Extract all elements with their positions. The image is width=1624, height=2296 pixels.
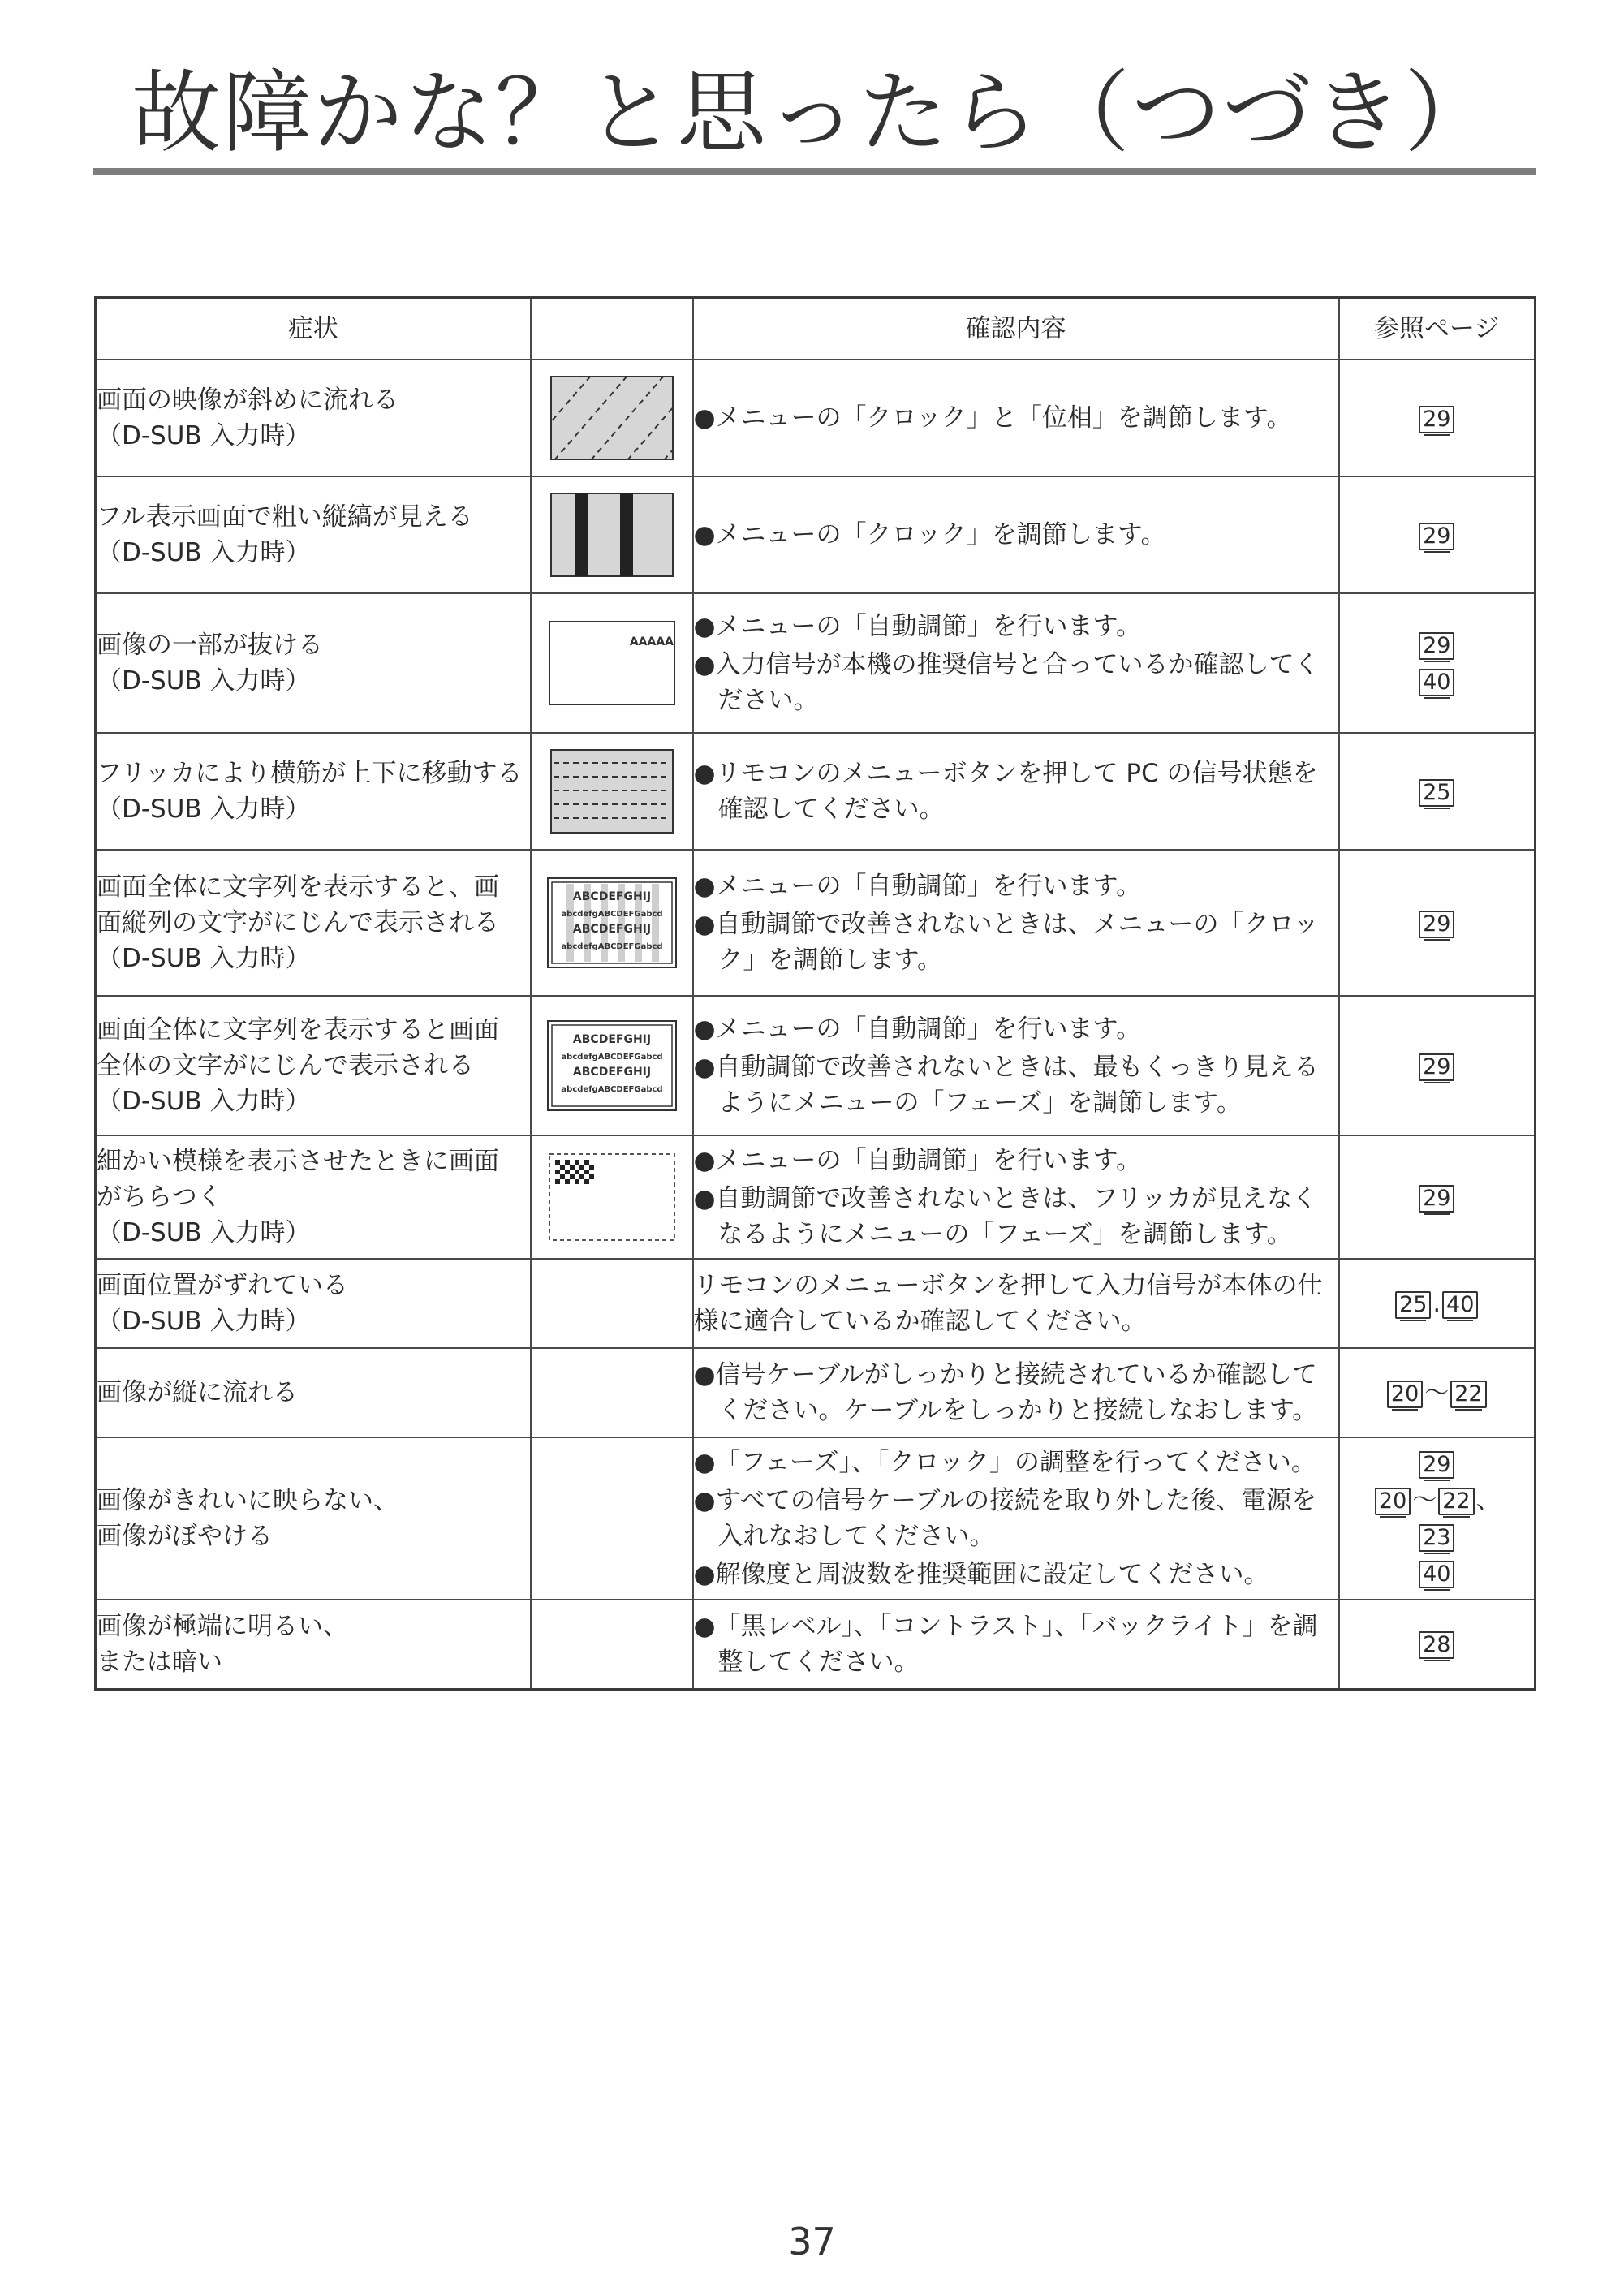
- sample-text-line: abcdefgABCDEFGabcd: [560, 910, 663, 919]
- table-row: [96, 733, 1536, 850]
- checker-cell: [570, 1174, 575, 1179]
- page-reference-icon: 29: [1419, 523, 1454, 550]
- reference-line: [1340, 627, 1535, 663]
- check-item: ●メニューの「自動調節」を行います。: [693, 611, 1142, 641]
- reference-cell: [1339, 1600, 1536, 1689]
- checker-cell: [575, 1179, 579, 1184]
- header-illustration: [531, 298, 693, 360]
- reference-cell: [1339, 476, 1536, 593]
- stripe: [575, 493, 588, 576]
- table-row: [96, 360, 1536, 476]
- symptom-text: 画面の映像が斜めに流れる: [97, 386, 398, 415]
- reference-separator: 、: [1475, 1486, 1501, 1514]
- sample-text-line: abcdefgABCDEFGabcd: [560, 1053, 663, 1062]
- page-reference-icon: 28: [1419, 1631, 1454, 1659]
- check-cell: [693, 850, 1339, 996]
- reference-line: [1340, 1518, 1535, 1555]
- table-row: [96, 1259, 1536, 1348]
- checker-cell: [589, 1165, 594, 1170]
- symptom-cell: [96, 1259, 531, 1348]
- check-cell: [693, 996, 1339, 1135]
- symptom-text: 面縦列の文字がにじんで表示される: [97, 908, 499, 937]
- check-cell: [693, 1437, 1339, 1600]
- check-item: ●解像度と周波数を推奨範囲に設定してください。: [693, 1560, 1269, 1589]
- cutoff-image-illustration: [549, 621, 675, 705]
- symptom-text: または暗い: [97, 1647, 222, 1677]
- checker-cell: [579, 1165, 584, 1170]
- symptom-text: 画像の一部が抜ける: [97, 631, 323, 660]
- check-cell: [693, 593, 1339, 733]
- table-row: [96, 850, 1536, 996]
- sample-text-line: ABCDEFGHIJ: [572, 1033, 651, 1046]
- table-row: [96, 1135, 1536, 1259]
- symptom-text: （D-SUB 入力時）: [97, 538, 311, 567]
- reference-cell: [1339, 1259, 1536, 1348]
- check-cell: [693, 733, 1339, 850]
- check-item: ●自動調節で改善されないときは、フリッカが見えなくなるようにメニューの「フェーズ」を調節します。: [693, 1183, 1318, 1249]
- table-header-row: [96, 298, 1536, 360]
- illustration-cell: [531, 476, 693, 593]
- reference-cell: [1339, 360, 1536, 476]
- check-item: ●自動調節で改善されないときは、最もくっきり見えるようにメニューの「フェーズ」を調節します。: [693, 1052, 1319, 1118]
- symptom-text: 画面全体に文字列を表示すると、画: [97, 872, 499, 902]
- reference-line: [1340, 1626, 1535, 1662]
- table-row: [96, 1437, 1536, 1600]
- horizontal-lines-illustration: [550, 749, 674, 834]
- page-reference-icon: 40: [1442, 1291, 1478, 1319]
- reference-line: [1340, 1482, 1535, 1518]
- symptom-cell: [96, 593, 531, 733]
- reference-line: [1340, 1048, 1535, 1084]
- symptom-text: （D-SUB 入力時）: [97, 666, 311, 696]
- check-item: ●「黒レベル」、「コントラスト」、「バックライト」を調整してください。: [693, 1611, 1318, 1677]
- page-reference-icon: 22: [1438, 1488, 1474, 1515]
- checker-cell: [560, 1165, 565, 1170]
- reference-separator: .: [1432, 1289, 1441, 1318]
- check-item: ●メニューの「クロック」と「位相」を調節します。: [693, 403, 1292, 433]
- reference-line: [1340, 1179, 1535, 1216]
- symptom-text: 全体の文字がにじんで表示される: [97, 1051, 474, 1080]
- checker-cell: [555, 1179, 560, 1184]
- diagonal-drift-illustration: [550, 376, 674, 460]
- page-reference-icon: 23: [1419, 1524, 1454, 1552]
- table-row: [96, 996, 1536, 1135]
- page-reference-icon: 25: [1395, 1291, 1431, 1319]
- checker-cell: [575, 1160, 579, 1165]
- illustration-cell: [531, 850, 693, 996]
- check-cell: [693, 360, 1339, 476]
- check-item: ●メニューの「自動調節」を行います。: [693, 1014, 1142, 1044]
- blurred-text-illustration: [547, 877, 677, 968]
- check-item: ●自動調節で改善されないときは、メニューの「クロック」を調節します。: [693, 909, 1319, 975]
- screen-frame: [549, 1154, 674, 1240]
- page-reference-icon: 29: [1419, 1053, 1454, 1081]
- page-number: 37: [788, 2220, 836, 2264]
- header-reference: 参照ページ: [1339, 298, 1536, 360]
- symptom-text: 画像が縦に流れる: [97, 1378, 298, 1407]
- check-cell: [693, 1135, 1339, 1259]
- table-row: [96, 1600, 1536, 1689]
- reference-line: [1340, 400, 1535, 437]
- illustration-cell: [531, 996, 693, 1135]
- symptom-text: 画面全体に文字列を表示すると画面: [97, 1015, 499, 1045]
- sample-text-line: ABCDEFGHIJ: [572, 890, 651, 903]
- checker-cell: [555, 1160, 560, 1165]
- reference-cell: [1339, 1348, 1536, 1437]
- stripe: [620, 493, 633, 576]
- illustration-cell: [531, 360, 693, 476]
- page-reference-icon: 20: [1375, 1488, 1411, 1515]
- symptom-cell: [96, 1135, 531, 1259]
- symptom-text: フル表示画面で粗い縦縞が見える: [97, 502, 473, 532]
- table-row: [96, 593, 1536, 733]
- checker-cell: [565, 1160, 570, 1165]
- symptom-cell: [96, 996, 531, 1135]
- checker-cell: [560, 1174, 565, 1179]
- illustration-cell: [531, 1600, 693, 1689]
- reference-line: [1340, 1555, 1535, 1592]
- checker-cell: [575, 1170, 579, 1174]
- symptom-cell: [96, 1600, 531, 1689]
- check-item: ●メニューの「クロック」を調節します。: [693, 520, 1166, 549]
- checker-cell: [584, 1170, 589, 1174]
- illustration-cell: [531, 1135, 693, 1259]
- checker-cell: [584, 1160, 589, 1165]
- symptom-text: （D-SUB 入力時）: [97, 1218, 311, 1247]
- symptom-cell: [96, 1348, 531, 1437]
- checker-pattern-illustration: [549, 1153, 675, 1241]
- blurred-text-illustration: [547, 1020, 677, 1111]
- symptom-text: 画像がきれいに映らない、: [97, 1486, 398, 1515]
- reference-line: [1340, 517, 1535, 554]
- troubleshooting-table: [94, 296, 1536, 1691]
- reference-line: [1340, 1445, 1535, 1482]
- symptom-cell: [96, 850, 531, 996]
- illustration-cell: [531, 1259, 693, 1348]
- reference-line: [1340, 1286, 1535, 1322]
- checker-cell: [570, 1165, 575, 1170]
- page-reference-icon: 40: [1419, 669, 1454, 696]
- illustration-cell: [531, 593, 693, 733]
- checker-cell: [565, 1170, 570, 1174]
- reference-separator: ～: [1424, 1378, 1450, 1407]
- screen-frame: [549, 622, 674, 704]
- checker-cell: [584, 1179, 589, 1184]
- symptom-text: 細かい模様を表示させたときに画面: [97, 1147, 499, 1176]
- page-reference-icon: 29: [1419, 632, 1454, 660]
- symptom-text: （D-SUB 入力時）: [97, 1087, 311, 1116]
- table-row: [96, 1348, 1536, 1437]
- checker-cell: [589, 1174, 594, 1179]
- check-item: ●リモコンのメニューボタンを押して PC の信号状態を確認してください。: [693, 759, 1318, 824]
- symptom-cell: [96, 1437, 531, 1600]
- symptom-text: （D-SUB 入力時）: [97, 944, 311, 973]
- page-reference-icon: 29: [1419, 1451, 1454, 1479]
- symptom-cell: [96, 360, 531, 476]
- check-cell: [693, 1600, 1339, 1689]
- symptom-text: （D-SUB 入力時）: [97, 1307, 311, 1336]
- symptom-text: フリッカにより横筋が上下に移動する: [97, 759, 523, 788]
- checker-cell: [579, 1174, 584, 1179]
- screen-frame: [551, 493, 673, 576]
- table-row: [96, 476, 1536, 593]
- symptom-text: がちらつく: [97, 1182, 222, 1212]
- reference-cell: [1339, 850, 1536, 996]
- reference-cell: [1339, 1135, 1536, 1259]
- reference-separator: ～: [1412, 1486, 1437, 1514]
- page-reference-icon: 29: [1419, 406, 1454, 433]
- page-reference-icon: 40: [1419, 1561, 1454, 1588]
- check-item: ●「フェーズ」、「クロック」の調整を行ってください。: [693, 1448, 1316, 1477]
- sample-text-line: ABCDEFGHIJ: [572, 923, 651, 936]
- check-cell: [693, 1348, 1339, 1437]
- header-symptom: 症状: [96, 298, 531, 360]
- header-check: 確認内容: [693, 298, 1339, 360]
- check-item: ●メニューの「自動調節」を行います。: [693, 1145, 1142, 1175]
- sample-text-line: abcdefgABCDEFGabcd: [560, 942, 663, 951]
- page-reference-icon: 22: [1450, 1381, 1486, 1408]
- symptom-cell: [96, 476, 531, 593]
- illustration-cell: [531, 1437, 693, 1600]
- sample-text-line: ABCDEFGHIJ: [572, 1066, 651, 1079]
- page-reference-icon: 29: [1419, 911, 1454, 938]
- check-item: ●メニューの「自動調節」を行います。: [693, 871, 1142, 901]
- symptom-text: 画像が極端に明るい、: [97, 1611, 348, 1641]
- vertical-stripes-illustration: [550, 493, 674, 577]
- check-item: リモコンのメニューボタンを押して入力信号が本体の仕様に適合しているか確認してください。: [693, 1271, 1323, 1336]
- symptom-text: （D-SUB 入力時）: [97, 795, 311, 824]
- checker-cell: [565, 1179, 570, 1184]
- page-title: 故障かな？と思ったら（つづき）: [131, 61, 1495, 165]
- check-item: ●入力信号が本機の推奨信号と合っているか確認してください。: [693, 649, 1320, 715]
- check-item: ●信号ケーブルがしっかりと接続されているか確認してください。ケーブルをしっかりと接続しなおします。: [693, 1360, 1318, 1425]
- symptom-cell: [96, 733, 531, 850]
- reference-line: [1340, 1375, 1535, 1411]
- illustration-cell: [531, 733, 693, 850]
- check-item: ●すべての信号ケーブルの接続を取り外した後、電源を入れなおしてください。: [693, 1486, 1317, 1551]
- cutoff-text: AAAAA: [629, 635, 674, 648]
- reference-line: [1340, 905, 1535, 941]
- reference-line: [1340, 773, 1535, 810]
- reference-cell: [1339, 733, 1536, 850]
- title-divider: [93, 168, 1536, 175]
- reference-cell: [1339, 996, 1536, 1135]
- page-reference-icon: 25: [1419, 779, 1454, 807]
- check-cell: [693, 476, 1339, 593]
- check-cell: [693, 1259, 1339, 1348]
- page-reference-icon: 29: [1419, 1185, 1454, 1213]
- illustration-cell: [531, 1348, 693, 1437]
- reference-line: [1340, 663, 1535, 700]
- reference-cell: [1339, 593, 1536, 733]
- sample-text-line: abcdefgABCDEFGabcd: [560, 1085, 663, 1094]
- screen-frame: [551, 377, 673, 459]
- page-reference-icon: 20: [1387, 1381, 1423, 1408]
- symptom-text: 画像がぼやける: [97, 1522, 273, 1551]
- checker-cell: [555, 1170, 560, 1174]
- symptom-text: 画面位置がずれている: [97, 1271, 348, 1300]
- symptom-text: （D-SUB 入力時）: [97, 421, 311, 450]
- reference-cell: [1339, 1437, 1536, 1600]
